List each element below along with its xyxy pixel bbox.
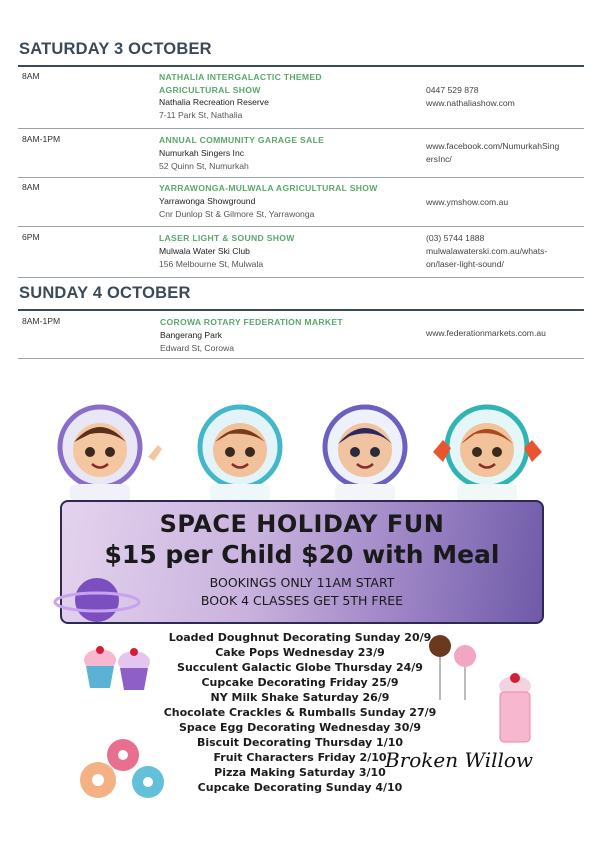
event-address: Edward St, Corowa	[160, 342, 235, 353]
event-link[interactable]: www.facebook.com/NumurkahSing	[426, 141, 560, 151]
event-title: AGRICULTURAL SHOW	[159, 84, 261, 95]
event-venue: Numurkah Singers Inc	[159, 147, 245, 158]
event-title: YARRAWONGA-MULWALA AGRICULTURAL SHOW	[159, 183, 378, 193]
divider	[18, 177, 584, 178]
event-venue: Bangerang Park	[160, 329, 223, 340]
event-link[interactable]: on/laser-light-sound/	[426, 259, 504, 269]
event-link[interactable]: mulwalawaterski.com.au/whats-	[426, 246, 548, 256]
event-address: 156 Melbourne St, Mulwala	[159, 258, 264, 269]
event-title: LASER LIGHT & SOUND SHOW	[159, 233, 295, 243]
broken-willow-signature: Broken Willow	[385, 748, 534, 772]
class-item: Biscuit Decorating Thursday 1/10	[196, 736, 404, 749]
class-item: Fruit Characters Friday 2/10	[213, 751, 387, 764]
event-venue: Yarrawonga Showground	[159, 195, 256, 206]
planet-icon	[52, 570, 142, 630]
class-item: Pizza Making Saturday 3/10	[214, 766, 386, 779]
banner-offer: BOOK 4 CLASSES GET 5TH FREE	[200, 593, 404, 608]
class-item: Cupcake Decorating Sunday 4/10	[197, 781, 403, 794]
class-item: NY Milk Shake Saturday 26/9	[210, 691, 390, 704]
event-address: 7-11 Park St, Nathalia	[159, 110, 243, 120]
event-title: ANNUAL COMMUNITY GARAGE SALE	[159, 135, 325, 145]
milkshake-icon	[490, 670, 540, 750]
class-item: Chocolate Crackles & Rumballs Sunday 27/9	[163, 706, 437, 719]
event-link[interactable]: ersInc/	[426, 154, 452, 164]
divider	[18, 226, 584, 227]
event-phone: 0447 529 878	[426, 85, 479, 95]
space-holiday-flyer	[40, 400, 556, 820]
astronaut-kid-illustration	[185, 402, 295, 502]
astronaut-kid-illustration	[50, 402, 170, 502]
day-heading-saturday: SATURDAY 3 OCTOBER	[19, 40, 212, 58]
class-item: Cake Pops Wednesday 23/9	[215, 646, 385, 659]
astronaut-kid-illustration	[425, 402, 550, 502]
event-address: Cnr Dunlop St & Gilmore St, Yarrawonga	[159, 208, 315, 219]
event-time: 6PM	[22, 232, 40, 242]
event-row	[18, 134, 584, 174]
event-row	[18, 71, 584, 127]
class-item: Cupcake Decorating Friday 25/9	[201, 676, 399, 689]
event-phone: (03) 5744 1888	[426, 233, 485, 243]
divider	[18, 277, 584, 278]
cupcake-icon	[78, 638, 158, 698]
event-title: COROWA ROTARY FEDERATION MARKET	[160, 317, 343, 327]
event-row	[18, 182, 584, 222]
event-row	[18, 316, 584, 356]
event-venue: Nathalia Recreation Reserve	[159, 97, 269, 107]
class-item: Loaded Doughnut Decorating Sunday 20/9	[168, 631, 432, 644]
banner-title: SPACE HOLIDAY FUN	[159, 510, 445, 538]
banner-bookings: BOOKINGS ONLY 11AM START	[209, 575, 395, 590]
divider	[18, 65, 584, 67]
event-time: 8AM	[22, 71, 40, 81]
banner-price: $15 per Child $20 with Meal	[104, 540, 500, 569]
divider	[18, 358, 584, 359]
event-row	[18, 232, 584, 274]
event-time: 8AM	[22, 182, 40, 192]
event-venue: Mulwala Water Ski Club	[159, 245, 250, 256]
event-time: 8AM-1PM	[22, 134, 61, 144]
divider	[18, 309, 584, 311]
event-link[interactable]: www.federationmarkets.com.au	[426, 328, 546, 338]
class-item: Succulent Galactic Globe Thursday 24/9	[177, 661, 423, 674]
event-link[interactable]: www.nathaliashow.com	[426, 98, 515, 108]
astronaut-kid-illustration	[310, 402, 420, 502]
event-time: 8AM-1PM	[22, 316, 61, 326]
day-heading-sunday: SUNDAY 4 OCTOBER	[19, 284, 191, 302]
doughnut-icon	[68, 730, 168, 810]
class-item: Space Egg Decorating Wednesday 30/9	[178, 721, 422, 734]
event-title: NATHALIA INTERGALACTIC THEMED	[159, 72, 322, 82]
event-link[interactable]: www.ymshow.com.au	[426, 197, 509, 207]
event-address: 52 Quinn St, Numurkah	[159, 160, 249, 171]
divider	[18, 128, 584, 129]
